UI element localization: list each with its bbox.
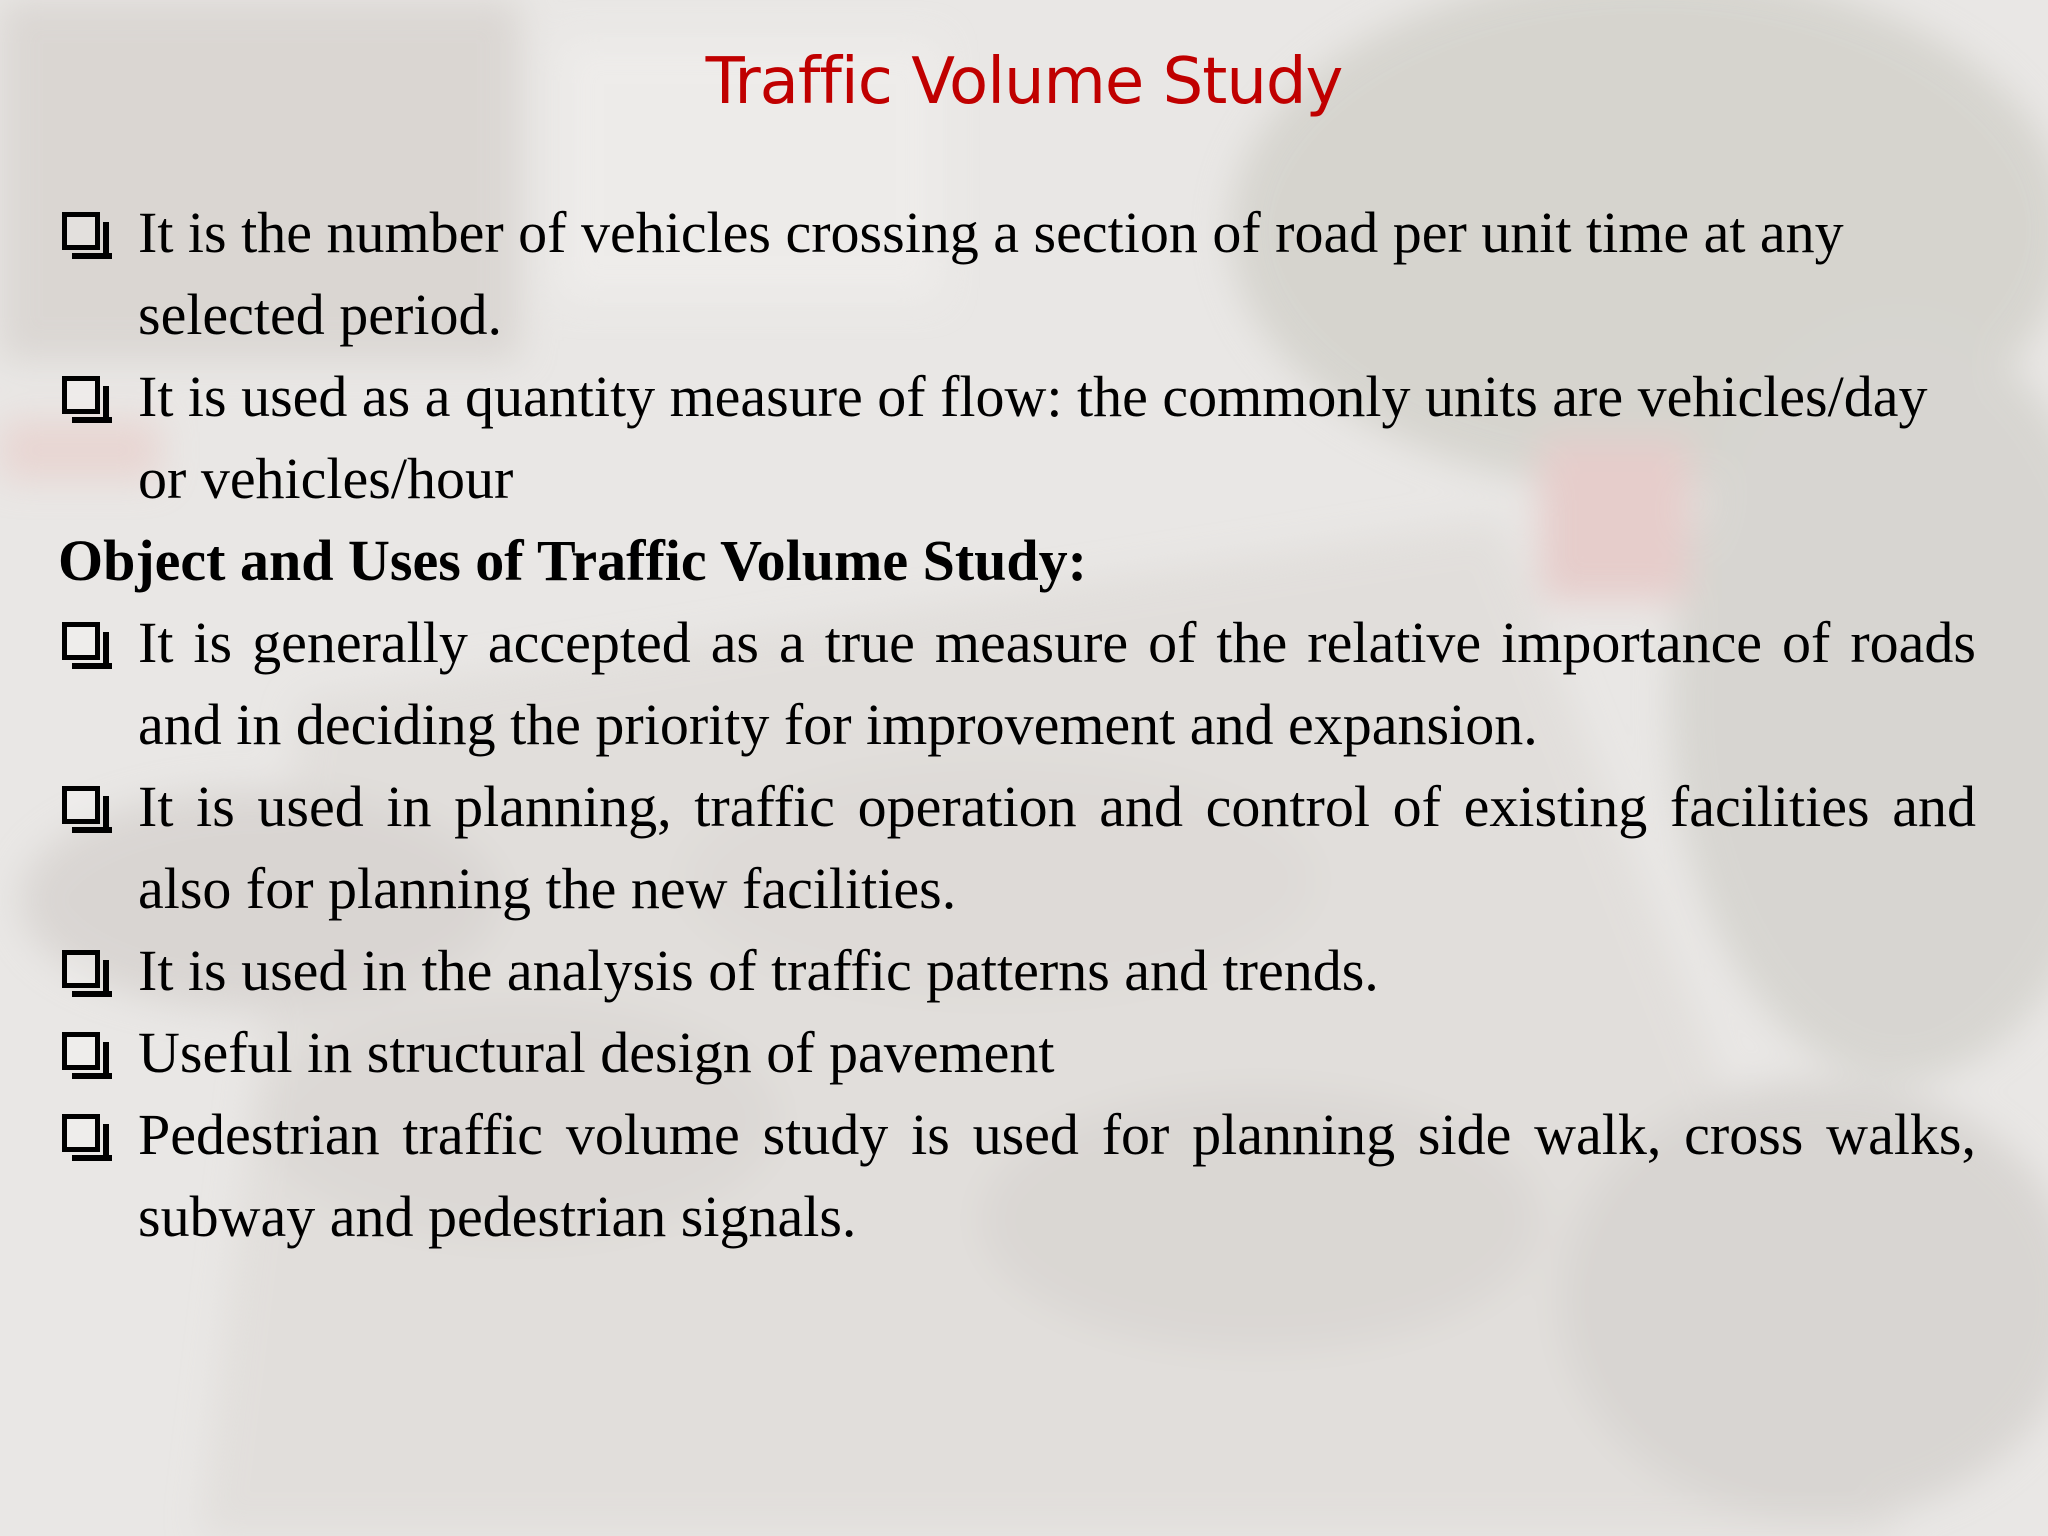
bullet-text: It is the number of vehicles crossing a section of road per unit time at any selected period. <box>138 200 1844 347</box>
bullet-item <box>58 1094 1976 1258</box>
bullet-item <box>58 602 1976 766</box>
bullet-item <box>58 766 1976 930</box>
checkbox-square-icon <box>62 376 100 414</box>
checkbox-square-icon <box>62 1032 100 1070</box>
bullet-item <box>58 356 1976 520</box>
bullet-text: It is generally accepted as a true measure of the relative importance of roads and in deciding the priority for improvement and expansion. <box>138 610 1976 757</box>
checkbox-square-icon <box>62 950 100 988</box>
bullet-item <box>58 930 1976 1012</box>
bullet-text: Pedestrian traffic volume study is used for planning side walk, cross walks, subway and pedestrian signals. <box>138 1102 1976 1249</box>
slide-body <box>58 192 1976 1258</box>
slide-title: Traffic Volume Study <box>705 45 1343 119</box>
bullet-item <box>58 192 1976 356</box>
bullet-text: It is used in the analysis of traffic patterns and trends. <box>138 938 1379 1003</box>
bullet-item <box>58 1012 1976 1094</box>
checkbox-square-icon <box>62 1114 100 1152</box>
bullet-text: Useful in structural design of pavement <box>138 1020 1055 1085</box>
checkbox-square-icon <box>62 786 100 824</box>
checkbox-square-icon <box>62 622 100 660</box>
bullet-text: It is used as a quantity measure of flow: the commonly units are vehicles/day or vehicles/hour <box>138 364 1928 511</box>
checkbox-square-icon <box>62 212 100 250</box>
bullet-text: It is used in planning, traffic operation and control of existing facilities and also for planning the new facilities. <box>138 774 1976 921</box>
section-heading: Object and Uses of Traffic Volume Study: <box>58 528 1087 593</box>
